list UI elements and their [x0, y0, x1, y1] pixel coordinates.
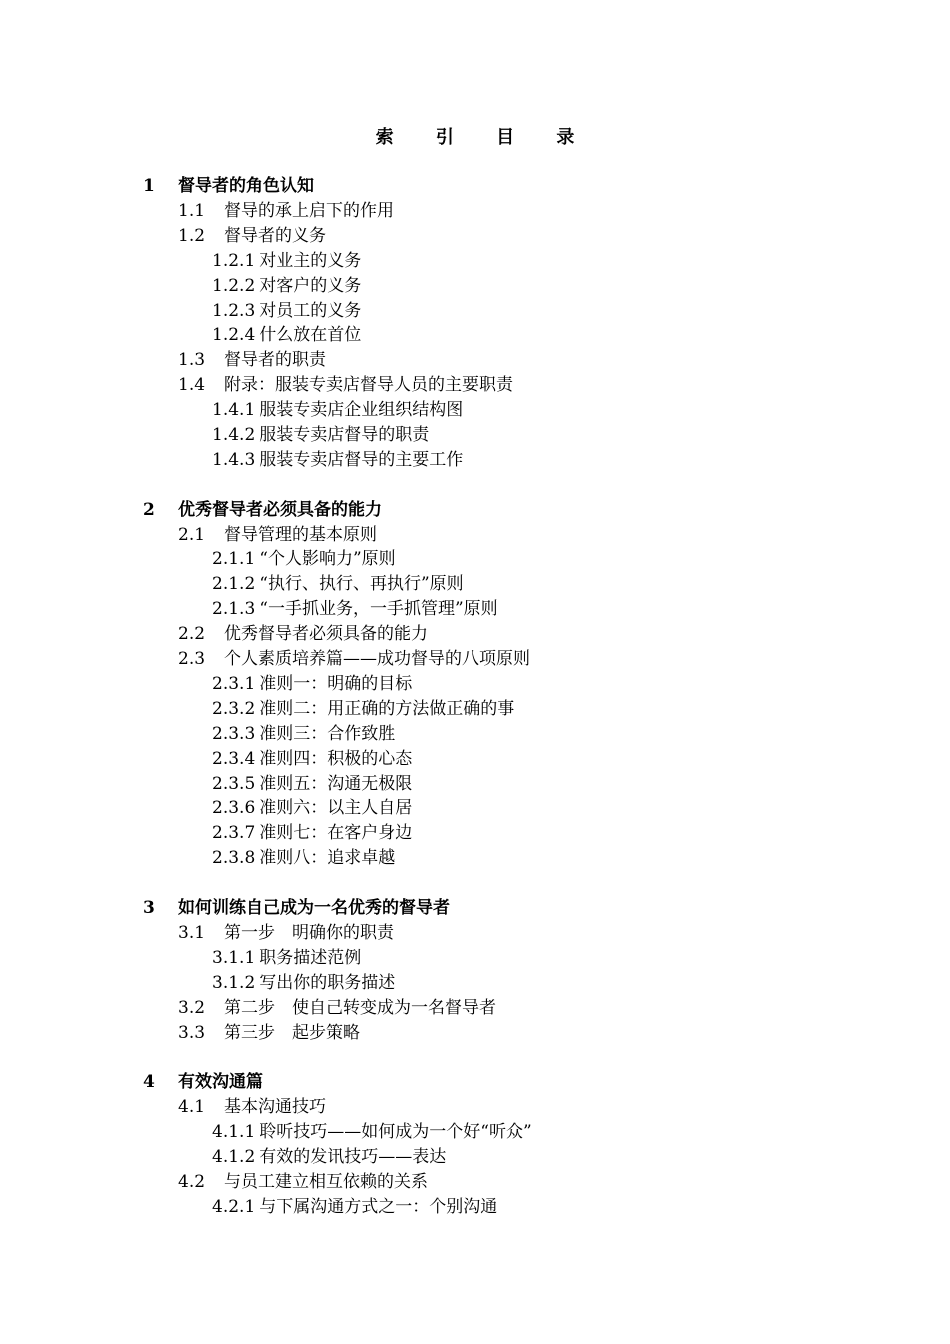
- toc-entry-text: 附录：服装专卖店督导人员的主要职责: [224, 375, 513, 395]
- toc-entry-level-3: [212, 597, 498, 622]
- toc-entry-text: 准则八：追求卓越: [259, 848, 396, 868]
- toc-entry-text: 与员工建立相互依赖的关系: [224, 1172, 428, 1192]
- toc-entry-level-2: [178, 523, 377, 548]
- toc-entry-number: 3.1.2: [212, 973, 256, 993]
- toc-entry-number: 1: [143, 176, 155, 196]
- toc-entry-number: 2.1.2: [212, 574, 256, 594]
- toc-entry-text: 有效的发讯技巧——表达: [259, 1147, 447, 1167]
- toc-entry-level-3: [212, 274, 361, 299]
- toc-entry-number: 4.1: [178, 1097, 206, 1117]
- toc-entry-number: 2.3.8: [212, 848, 256, 868]
- toc-entry-level-3: [212, 572, 464, 597]
- toc-entry-level-3: [212, 299, 361, 324]
- toc-entry-level-3: [212, 1145, 446, 1170]
- toc-entry-text: 聆听技巧——如何成为一个好“听众”: [259, 1122, 532, 1142]
- toc-entry-text: 对业主的义务: [259, 251, 362, 271]
- toc-entry-number: 1.4.2: [212, 425, 256, 445]
- toc-entry-level-2: [178, 1095, 326, 1120]
- toc-entry-text: 服装专卖店督导的职责: [259, 425, 430, 445]
- toc-entry-number: 1.2.4: [212, 325, 256, 345]
- toc-entry-level-3: [212, 747, 412, 772]
- toc-entry-number: 2.3.2: [212, 699, 256, 719]
- toc-entry-level-2: [178, 647, 530, 672]
- toc-entry-level-3: [212, 697, 514, 722]
- toc-entry-number: 1.2.3: [212, 301, 256, 321]
- toc-entry-number: 2.1.1: [212, 549, 256, 569]
- toc-entry-text: 优秀督导者必须具备的能力: [224, 624, 428, 644]
- toc-entry-level-3: [212, 846, 395, 871]
- toc-entry-level-3: [212, 249, 361, 274]
- toc-entry-number: 2: [143, 500, 155, 520]
- toc-entry-text: 如何训练自己成为一名优秀的督导者: [178, 898, 450, 918]
- toc-entry-text: 准则六：以主人自居: [259, 798, 413, 818]
- toc-entry-number: 1.4.1: [212, 400, 256, 420]
- toc-entry-level-3: [212, 946, 361, 971]
- toc-entry-level-3: [212, 1195, 497, 1220]
- toc-entry-level-3: [212, 398, 463, 423]
- toc-entry-level-2: [178, 1170, 428, 1195]
- toc-entry-number: 4.1.1: [212, 1122, 256, 1142]
- toc-entry-text: 写出你的职务描述: [259, 973, 396, 993]
- toc-entry-number: 1.2: [178, 226, 206, 246]
- toc-entry-level-2: [178, 921, 394, 946]
- toc-entry-number: 2.3.7: [212, 823, 256, 843]
- toc-entry-text: 准则二：用正确的方法做正确的事: [259, 699, 515, 719]
- toc-entry-number: 3.1: [178, 923, 206, 943]
- toc-entry-level-2: [178, 1021, 360, 1046]
- toc-entry-level-3: [212, 423, 429, 448]
- toc-entry-number: 1.2.1: [212, 251, 256, 271]
- toc-entry-number: 3.1.1: [212, 948, 256, 968]
- toc-entry-level-3: [212, 971, 395, 996]
- toc-entry-text: 什么放在首位: [259, 325, 362, 345]
- toc-entry-number: 4.2: [178, 1172, 206, 1192]
- toc-entry-text: 准则五：沟通无极限: [259, 774, 413, 794]
- toc-entry-number: 4: [143, 1072, 155, 1092]
- toc-entry-number: 1.3: [178, 350, 206, 370]
- toc-entry-number: 2.1: [178, 525, 206, 545]
- toc-entry-number: 2.2: [178, 624, 206, 644]
- toc-entry-number: 2.1.3: [212, 599, 256, 619]
- toc-entry-level-1: [143, 498, 382, 523]
- toc-entry-number: 1.1: [178, 201, 206, 221]
- toc-entry-number: 2.3.3: [212, 724, 256, 744]
- toc-entry-level-3: [212, 323, 361, 348]
- toc-entry-text: 职务描述范例: [259, 948, 362, 968]
- toc-entry-text: “一手抓业务，一手抓管理”原则: [259, 599, 498, 619]
- toc-entry-number: 3.2: [178, 998, 206, 1018]
- toc-entry-level-2: [178, 199, 394, 224]
- toc-entry-text: 督导的承上启下的作用: [224, 201, 394, 221]
- toc-entry-text: 第一步 明确你的职责: [224, 923, 394, 943]
- toc-entry-text: 服装专卖店督导的主要工作: [259, 450, 464, 470]
- toc-entry-level-3: [212, 772, 412, 797]
- toc-entry-number: 2.3.1: [212, 674, 256, 694]
- toc-entry-text: 优秀督导者必须具备的能力: [178, 500, 382, 520]
- toc-entry-level-3: [212, 448, 463, 473]
- toc-entry-number: 2.3: [178, 649, 206, 669]
- toc-entry-number: 4.2.1: [212, 1197, 256, 1217]
- toc-entry-number: 1.4: [178, 375, 206, 395]
- toc-entry-text: 对客户的义务: [259, 276, 362, 296]
- toc-entry-text: 对员工的义务: [259, 301, 362, 321]
- toc-entry-text: 与下属沟通方式之一：个别沟通: [259, 1197, 498, 1217]
- toc-entry-number: 1.2.2: [212, 276, 256, 296]
- toc-entry-text: 督导者的职责: [224, 350, 326, 370]
- toc-entry-text: 准则四：积极的心态: [259, 749, 413, 769]
- toc-entry-text: 督导者的角色认知: [178, 176, 314, 196]
- toc-entry-number: 1.4.3: [212, 450, 256, 470]
- page-title: 索 引 目 录: [375, 127, 593, 148]
- toc-entry-level-2: [178, 996, 496, 1021]
- toc-entry-level-3: [212, 722, 395, 747]
- toc-entry-text: 准则七：在客户身边: [259, 823, 413, 843]
- toc-entry-number: 2.3.5: [212, 774, 256, 794]
- toc-entry-text: 督导者的义务: [224, 226, 326, 246]
- toc-entry-level-3: [212, 796, 412, 821]
- toc-entry-text: “执行、执行、再执行”原则: [259, 574, 464, 594]
- toc-entry-level-3: [212, 821, 412, 846]
- toc-entry-number: 2.3.6: [212, 798, 256, 818]
- toc-entry-level-2: [178, 373, 513, 398]
- toc-entry-level-2: [178, 622, 428, 647]
- toc-entry-level-1: [143, 174, 314, 199]
- toc-entry-level-1: [143, 1070, 263, 1095]
- toc-entry-level-2: [178, 348, 326, 373]
- toc-entry-level-1: [143, 896, 450, 921]
- toc-entry-text: 第二步 使自己转变成为一名督导者: [224, 998, 496, 1018]
- toc-entry-text: 个人素质培养篇——成功督导的八项原则: [224, 649, 530, 669]
- toc-entry-text: 准则三：合作致胜: [259, 724, 396, 744]
- toc-entry-text: 基本沟通技巧: [224, 1097, 326, 1117]
- toc-entry-number: 3.3: [178, 1023, 206, 1043]
- toc-entry-text: 督导管理的基本原则: [224, 525, 377, 545]
- toc-entry-text: 第三步 起步策略: [224, 1023, 360, 1043]
- toc-entry-number: 2.3.4: [212, 749, 256, 769]
- toc-entry-level-3: [212, 672, 412, 697]
- toc-entry-number: 4.1.2: [212, 1147, 256, 1167]
- toc-entry-text: 有效沟通篇: [178, 1072, 263, 1092]
- toc-entry-text: 服装专卖店企业组织结构图: [259, 400, 464, 420]
- toc-entry-level-2: [178, 224, 326, 249]
- toc-entry-number: 3: [143, 898, 155, 918]
- toc-entry-text: 准则一：明确的目标: [259, 674, 413, 694]
- toc-entry-text: “个人影响力”原则: [259, 549, 396, 569]
- toc-entry-level-3: [212, 1120, 532, 1145]
- toc-entry-level-3: [212, 547, 396, 572]
